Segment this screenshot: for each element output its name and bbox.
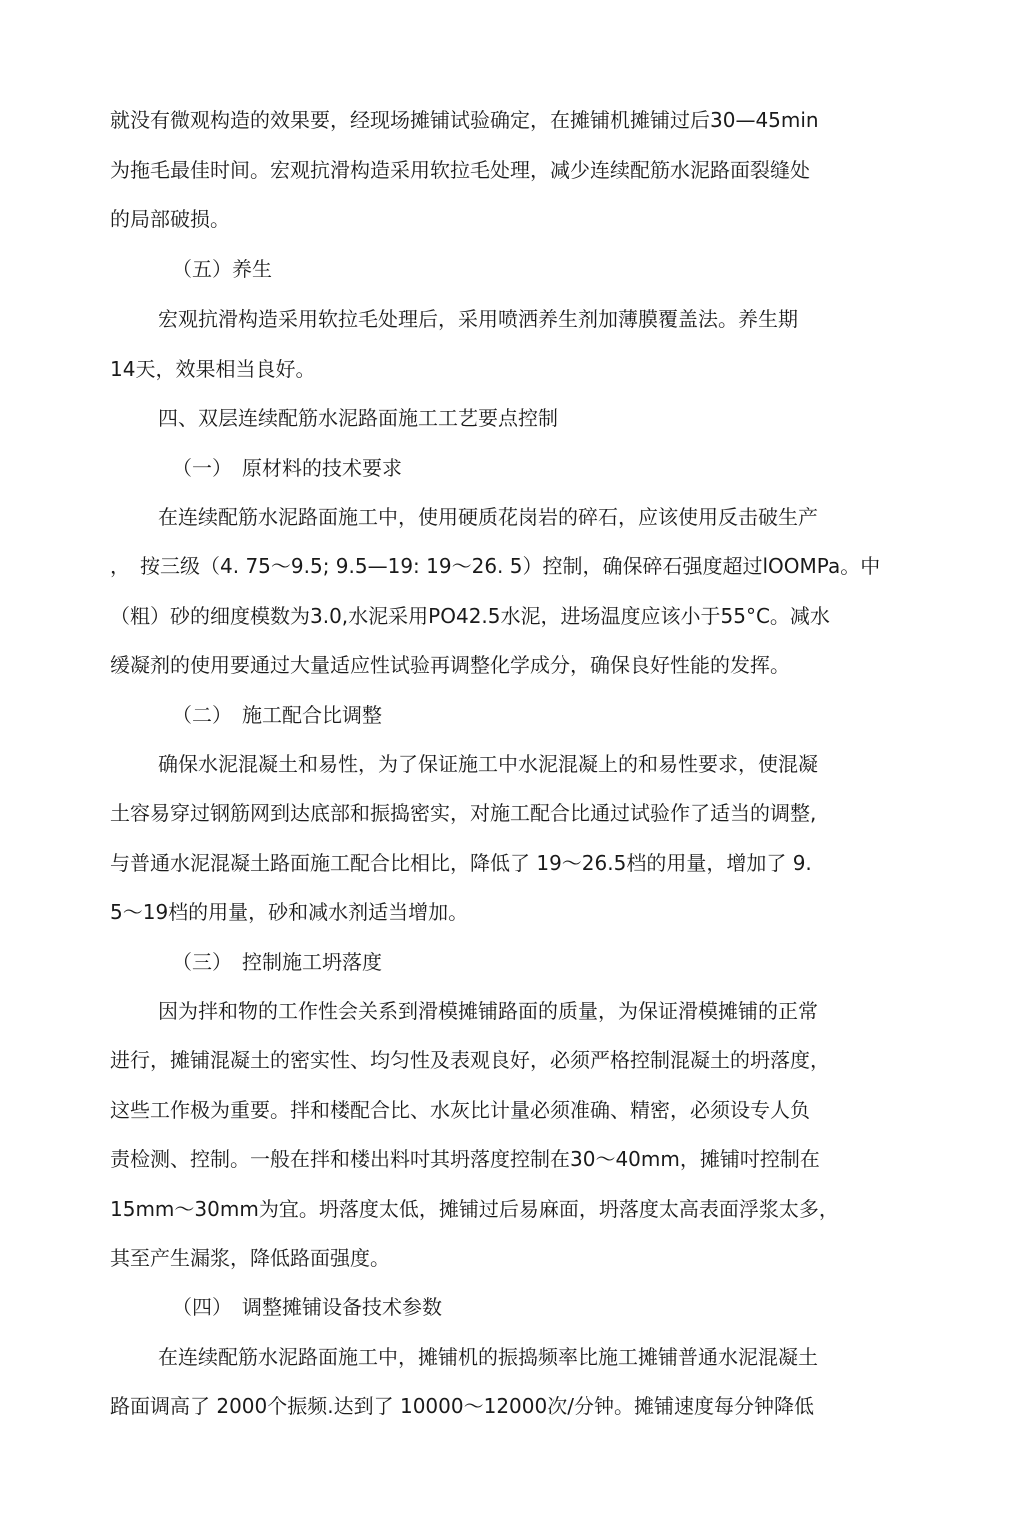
paragraph-line: 责检测、控制。一般在拌和楼出料吋其坍落度控制在30～40mm，摊铺吋控制在 [110,1147,820,1171]
paragraph-line: 与普通水泥混凝土路面施工配合比相比，降低了 19～26.5档的用量，增加了 9. [110,851,812,875]
paragraph-line: 因为拌和物的工作性会关系到滑模摊铺路面的质量，为保证滑模摊铺的正常 [158,999,818,1023]
paragraph-line: 在连续配筋水泥路面施工中，摊铺机的振捣频率比施工摊铺普通水泥混凝土 [158,1345,818,1369]
paragraph-line: 土容易穿过钢筋网到达底部和振捣密实，对施工配合比通过试验作了适当的调整, [110,801,817,825]
subsection-heading: （四） 调整摊铺设备技术参数 [172,1295,442,1319]
paragraph-line: 在连续配筋水泥路面施工中，使用硬质花岗岩的碎石，应该使用反击破生产 [158,505,818,529]
subsection-heading: （三） 控制施工坍落度 [172,950,382,974]
paragraph-line: 路面调高了 2000个振频.达到了 10000～12000次/分钟。摊铺速度每分钟降低 [110,1394,814,1418]
paragraph-line: 15mm～30mm为宜。坍落度太低，摊铺过后易麻面，坍落度太高表面浮浆太多， [110,1197,839,1221]
paragraph-line: 缓凝剂的使用要通过大量适应性试验再调整化学成分，确保良好性能的发挥。 [110,653,790,677]
paragraph-line: 这些工作极为重要。拌和楼配合比、水灰比计量必须准确、精密，必须设专人负 [110,1098,810,1122]
paragraph-line: 其至产生漏浆，降低路面强度。 [110,1246,390,1270]
subsection-heading: （二） 施工配合比调整 [172,703,382,727]
paragraph-line: 进行，摊铺混凝土的密实性、均匀性及表观良好，必须严格控制混凝土的坍落度， [110,1048,830,1072]
paragraph-line: 为拖毛最佳时间。宏观抗滑构造采用软拉毛处理，减少连续配筋水泥路面裂缝处 [110,158,810,182]
paragraph-line: 宏观抗滑构造采用软拉毛处理后，采用喷洒养生剂加薄膜覆盖法。养生期 [158,307,798,331]
subsection-heading: （一） 原材料的技术要求 [172,456,402,480]
paragraph-line: 就没有微观构造的效果要，经现场摊铺试验确定，在摊铺机摊铺过后30—45min [110,108,819,132]
section-heading: （五）养生 [172,257,272,281]
paragraph-line: ， 按三级（4. 75～9.5; 9.5—19: 19～26. 5）控制，确保碎石强度超过lOOMPa。中 [110,554,881,578]
paragraph-line: 的局部破损。 [110,207,230,231]
paragraph-line: （粗）砂的细度模数为3.0,水泥采用PO42.5水泥，进场温度应该小于55°C。减水 [110,604,830,628]
section-heading: 四、双层连续配筋水泥路面施工工艺要点控制 [158,406,558,430]
paragraph-line: 确保水泥混凝土和易性，为了保证施工中水泥混凝上的和易性要求，使混凝 [158,752,818,776]
paragraph-line: 14天，效果相当良好。 [110,357,316,381]
paragraph-line: 5～19档的用量，砂和减水剂适当增加。 [110,900,469,924]
